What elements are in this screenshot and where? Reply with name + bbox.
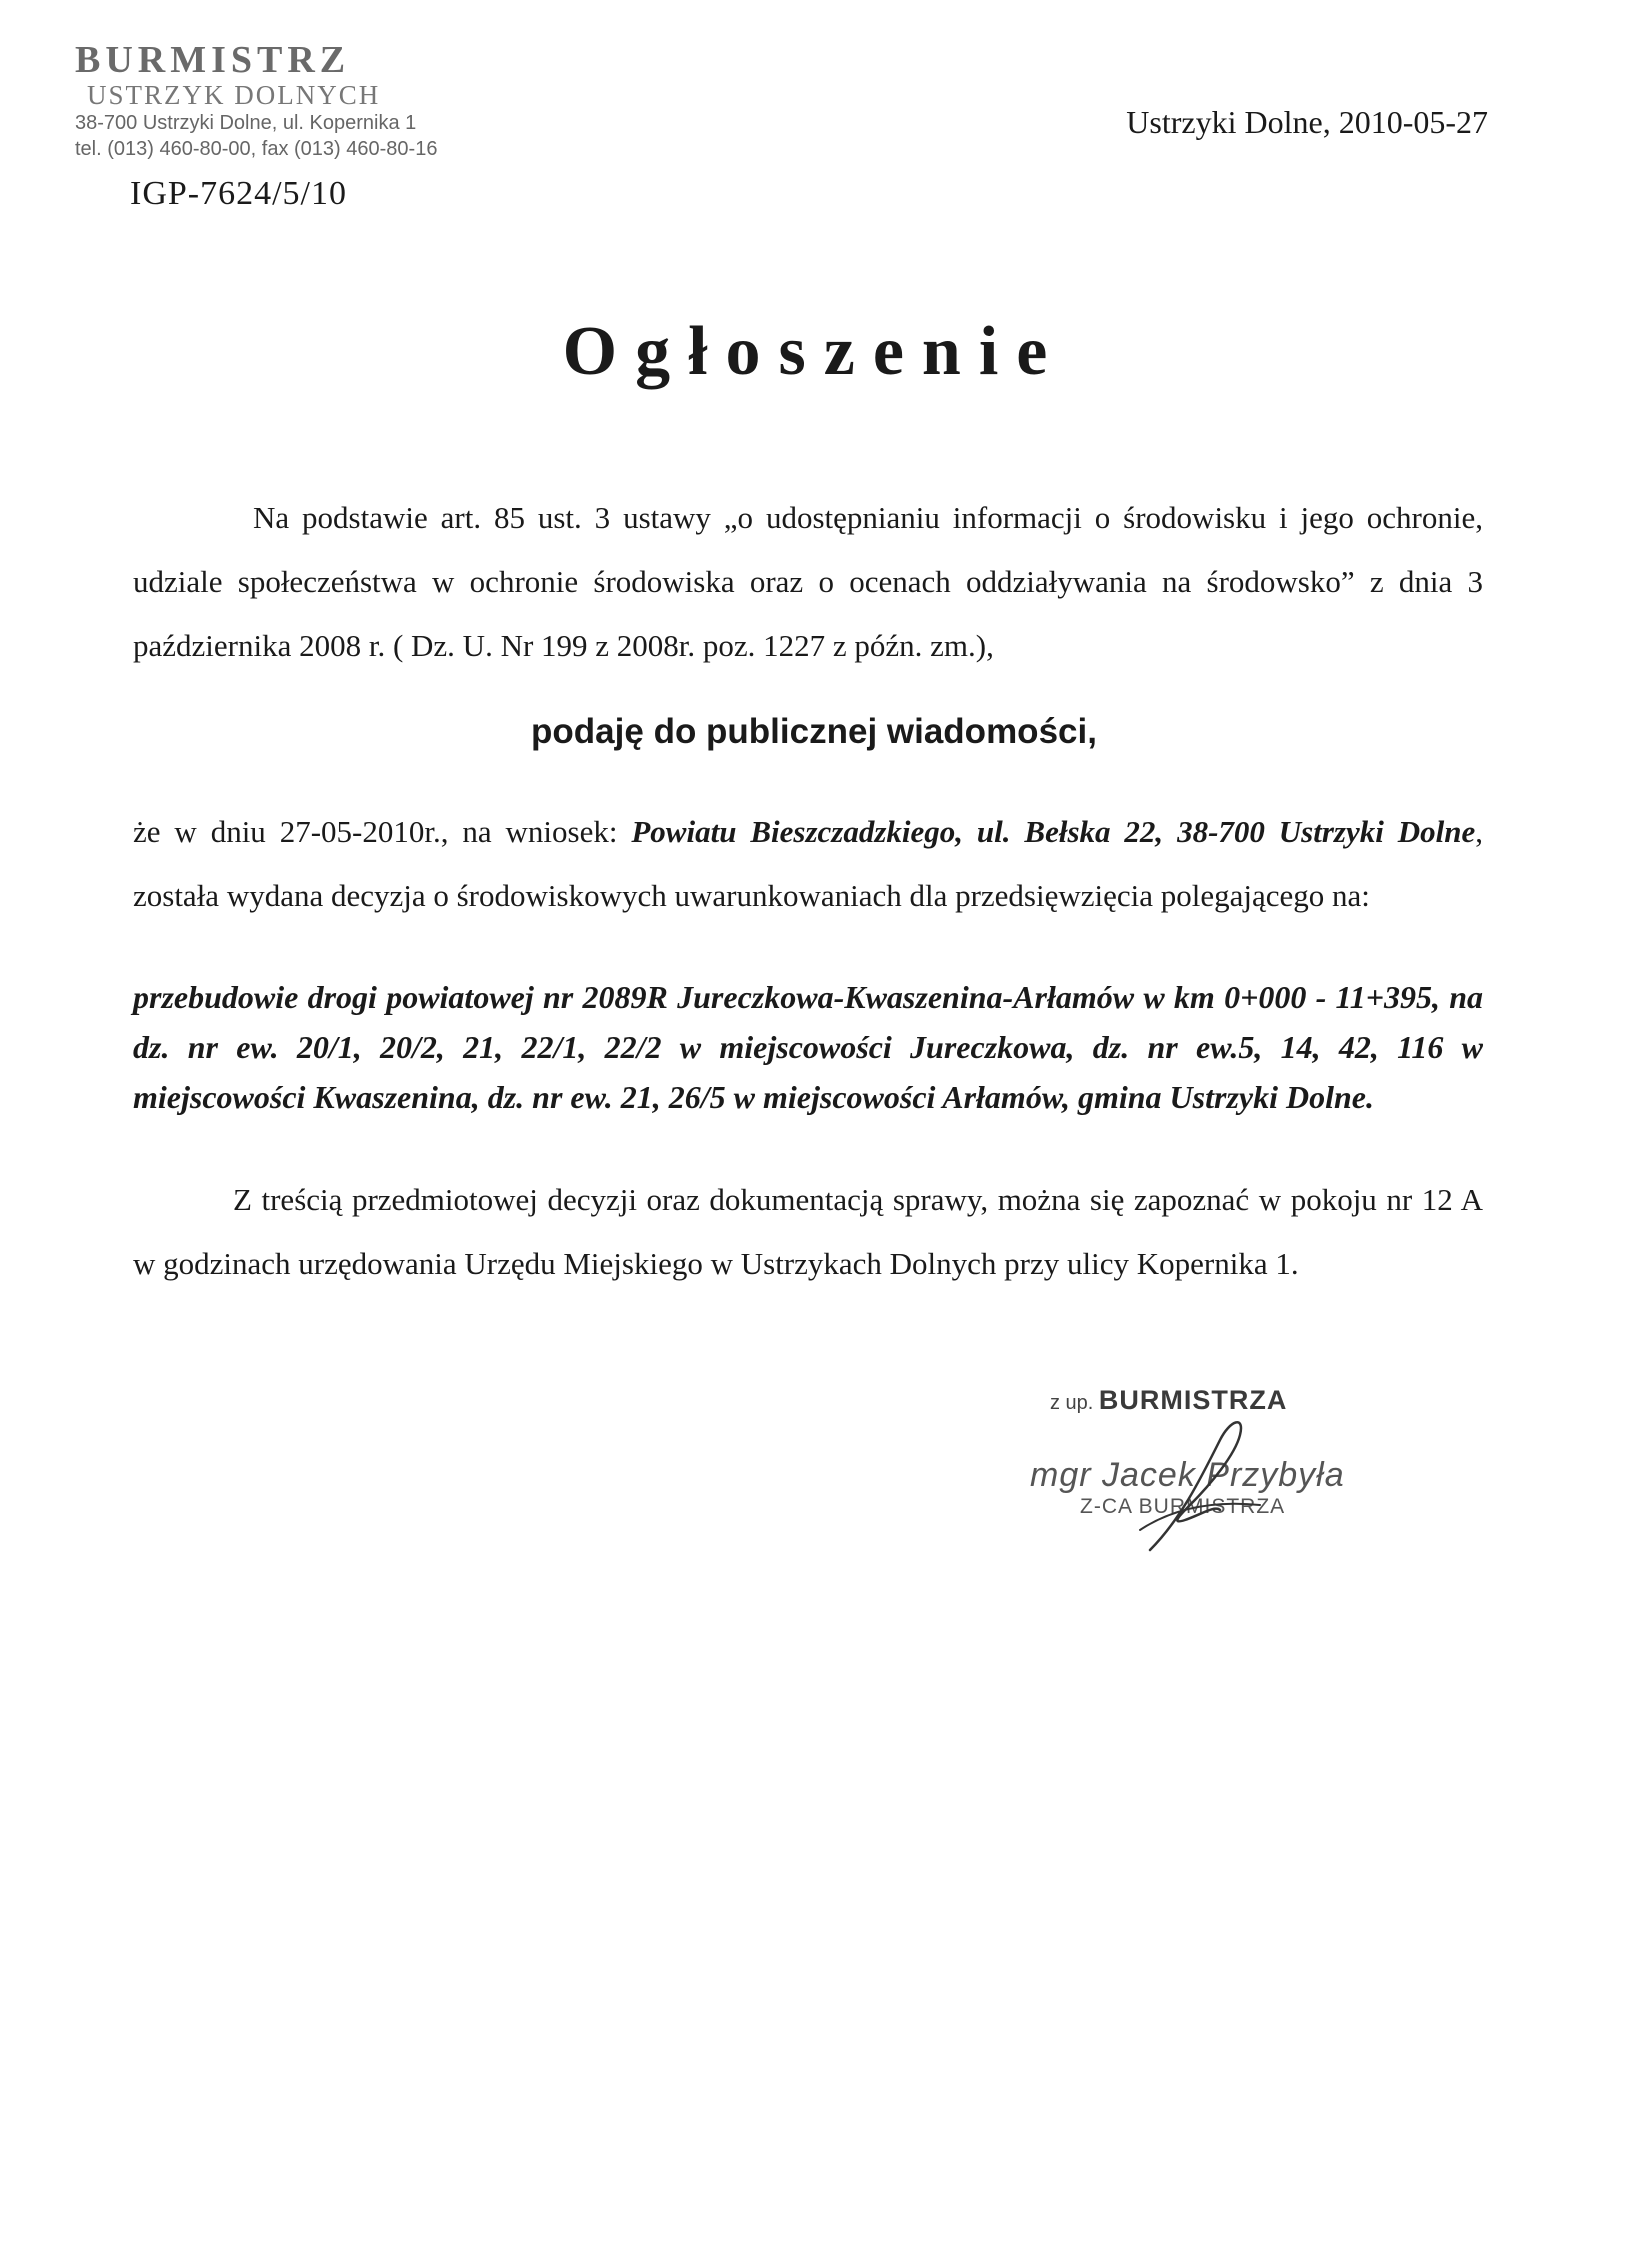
signature-office: BURMISTRZA (1098, 1385, 1288, 1415)
signature-prefix: z up. (1050, 1392, 1094, 1414)
project-description: przebudowie drogi powiatowej nr 2089R Jureczkowa-Kwaszenina-Arłamów w km 0+000 - 11+395, na dz. nr ew. 20/1, 20/2, 21, 22/1, 22/2 w miejscowości Jureczkowa, dz. nr ew.5, 14, 42, 116 w miejscowości Kwaszenina, dz. nr ew. 21, 26/5 w miejscowości Arłamów, gmina Ustrzyki Dolne. (133, 979, 1483, 1115)
applicant-name: Powiatu Bieszczadzkiego, ul. Bełska 22, 38-700 Ustrzyki Dolne (631, 814, 1476, 849)
office-stamp (75, 40, 437, 162)
access-info-paragraph: Z treścią przedmiotowej decyzji oraz dokumentacją sprawy, można się zapoznać w pokoju nr 12 A w godzinach urzędowania Urzędu Miejskiego w Ustrzykach Dolnych przy ulicy Kopernika 1. (133, 1182, 1483, 1281)
reference-number: IGP-7624/5/10 (130, 175, 347, 212)
stamp-subtitle: USTRZYK DOLNYCH (87, 80, 381, 110)
announcement-line: podaję do publicznej wiadomości, (531, 712, 1097, 751)
stamp-address: 38-700 Ustrzyki Dolne, ul. Kopernika 1 (75, 112, 417, 134)
stamp-title: BURMISTRZ (75, 39, 351, 81)
signer-name: mgr Jacek Przybyła (1030, 1456, 1345, 1494)
decision-paragraph (133, 800, 1483, 928)
document-heading: Ogłoszenie (562, 313, 1066, 390)
legal-basis-paragraph: Na podstawie art. 85 ust. 3 ustawy „o udostępnianiu informacji o środowisku i jego ochronie, udziale społeczeństwa w ochronie środowiska oraz o ocenach oddziaływania na środowsko” z dnia 3 października 2008 r. ( Dz. U. Nr 199 z 2008r. poz. 1227 z późn. zm.), (133, 500, 1483, 663)
signer-role: Z-CA BURMISTRZA (1080, 1495, 1286, 1518)
decision-rest: , została wydana decyzja o środowiskowych uwarunkowaniach dla przedsięwzięcia polegającego na: (133, 814, 1483, 913)
place-date: Ustrzyki Dolne, 2010-05-27 (1126, 104, 1488, 140)
handwritten-signature (1110, 1410, 1270, 1560)
decision-intro: że w dniu 27-05-2010r., na wniosek: (133, 814, 632, 849)
stamp-phone: tel. (013) 460-80-00, fax (013) 460-80-16 (75, 138, 438, 160)
